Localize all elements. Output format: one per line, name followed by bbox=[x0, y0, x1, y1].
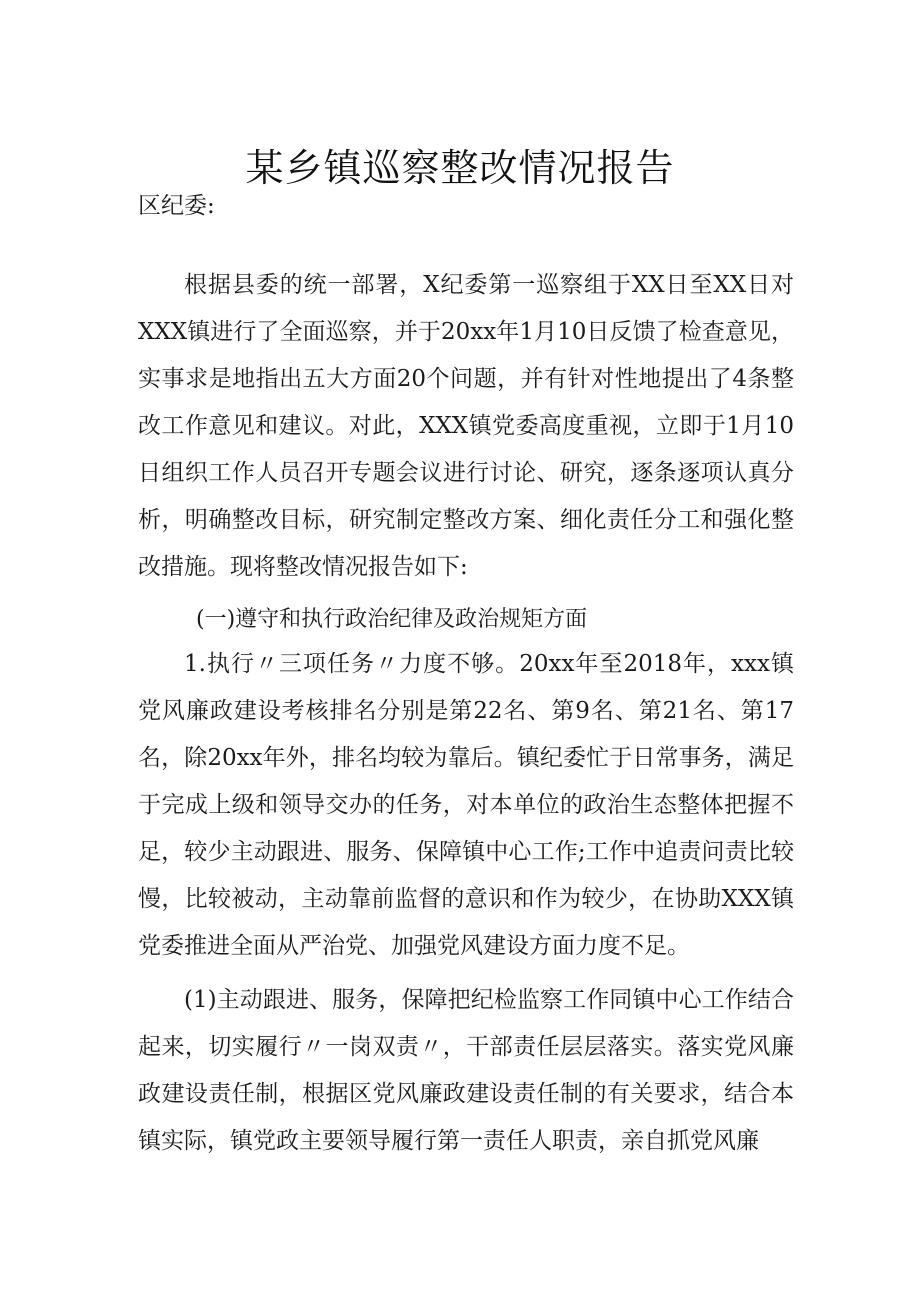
section-heading: (一)遵守和执行政治纪律及政治规矩方面 bbox=[196, 607, 588, 632]
document-title: 某乡镇巡察整改情况报告 bbox=[245, 146, 675, 190]
measure-paragraph: (1)主动跟进、服务，保障把纪检监察工作同镇中心工作结合起来，切实履行〃一岗双责〃，干部责任层层落实。落实党风廉政建设责任制，根据区党风廉政建设责任制的有关要求，结合本镇实际，镇党政主要领导履行第一责任人职责，亲自抓党风廉 bbox=[138, 987, 794, 1154]
salutation: 区纪委: bbox=[138, 193, 215, 219]
intro-paragraph: 根据县委的统一部署，X纪委第一巡察组于XX日至XX日对XXX镇进行了全面巡察，并于20xx年1月10日反馈了检查意见，实事求是地指出五大方面20个问题，并有针对性地提出了4条整改工作意见和建议。对此，XXX镇党委高度重视，立即于1月10日组织工作人员召开专题会议进行讨论、研究，逐条逐项认真分析，明确整改目标，研究制定整改方案、细化责任分工和强化整改措施。现将整改情况报告如下: bbox=[138, 272, 794, 580]
issue-paragraph: 1.执行〃三项任务〃力度不够。20xx年至2018年，xxx镇党风廉政建设考核排名分别是第22名、第9名、第21名、第17名，除20xx年外，排名均较为靠后。镇纪委忙于日常事务，满足于完成上级和领导交办的任务，对本单位的政治生态整体把握不足，较少主动跟进、服务、保障镇中心工作;工作中追责问责比较慢，比较被动，主动靠前监督的意识和作为较少，在协助XXX镇党委推进全面从严治党、加强党风建设方面力度不足。 bbox=[138, 651, 794, 959]
